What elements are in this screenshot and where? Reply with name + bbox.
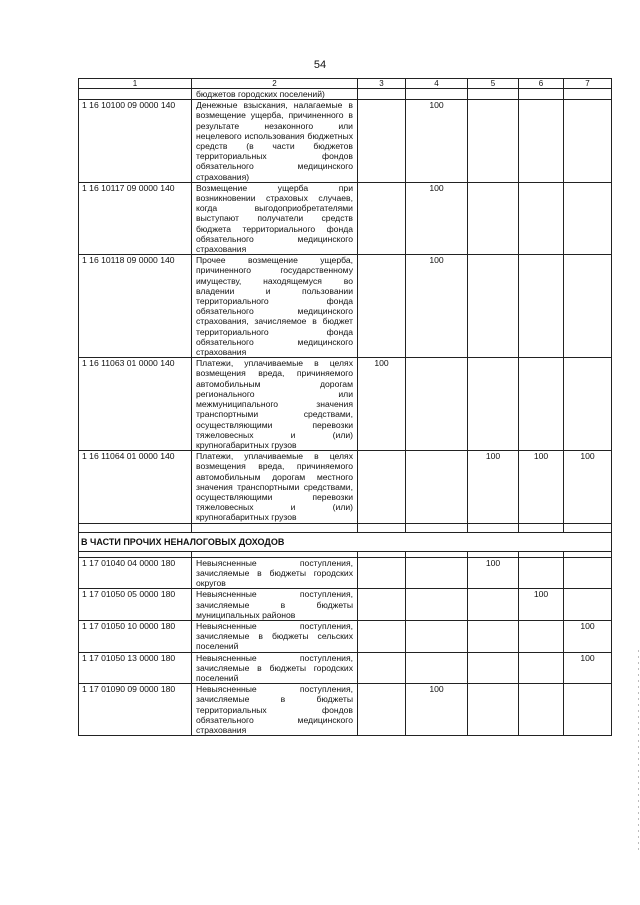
table-row bbox=[79, 684, 612, 736]
description-cell: Невыясненные поступления, зачисляемые в бюджеты сельских поселений bbox=[192, 620, 358, 652]
table-row bbox=[79, 557, 612, 589]
col7-cell bbox=[564, 89, 612, 100]
col7-cell: 100 bbox=[564, 652, 612, 684]
description-cell: Прочее возмещение ущерба, причиненного государственному имуществу, находящемуся во владении и пользовании территориального фонда обязательного медицинского страхования, зачисляемое в бюджет территориального фонда обязательного медицинского страхования bbox=[192, 255, 358, 358]
header-cell: 3 bbox=[358, 79, 406, 89]
code-cell: 1 17 01050 05 0000 180 bbox=[79, 589, 192, 621]
col3-cell bbox=[358, 652, 406, 684]
header-cell: 2 bbox=[192, 79, 358, 89]
col6-cell bbox=[519, 684, 564, 736]
blank-cell bbox=[406, 523, 468, 532]
col7-cell bbox=[564, 358, 612, 451]
col4-cell bbox=[406, 451, 468, 523]
col6-cell bbox=[519, 358, 564, 451]
table-row bbox=[79, 89, 612, 100]
table-row bbox=[79, 652, 612, 684]
header-cell: 4 bbox=[406, 79, 468, 89]
table-row bbox=[79, 255, 612, 358]
table-body bbox=[79, 79, 612, 736]
col4-cell bbox=[406, 652, 468, 684]
col3-cell bbox=[358, 589, 406, 621]
col4-cell: 100 bbox=[406, 100, 468, 183]
section-row bbox=[79, 532, 612, 551]
code-cell bbox=[79, 89, 192, 100]
code-cell: 1 17 01050 13 0000 180 bbox=[79, 652, 192, 684]
table-row bbox=[79, 589, 612, 621]
col4-cell bbox=[406, 557, 468, 589]
blank-cell bbox=[79, 523, 192, 532]
col7-cell: 100 bbox=[564, 451, 612, 523]
col7-cell: 100 bbox=[564, 620, 612, 652]
header-cell: 6 bbox=[519, 79, 564, 89]
table-row bbox=[79, 620, 612, 652]
col5-cell bbox=[468, 620, 519, 652]
table-row bbox=[79, 182, 612, 254]
table-row bbox=[79, 451, 612, 523]
code-cell: 1 16 10117 09 0000 140 bbox=[79, 182, 192, 254]
col3-cell bbox=[358, 100, 406, 183]
col4-cell bbox=[406, 358, 468, 451]
col6-cell bbox=[519, 89, 564, 100]
header-cell: 7 bbox=[564, 79, 612, 89]
description-cell: Невыясненные поступления, зачисляемые в бюджеты городских поселений bbox=[192, 652, 358, 684]
code-cell: 1 16 11063 01 0000 140 bbox=[79, 358, 192, 451]
blank-cell bbox=[358, 523, 406, 532]
col4-cell: 100 bbox=[406, 684, 468, 736]
code-cell: 1 16 10100 09 0000 140 bbox=[79, 100, 192, 183]
col3-cell bbox=[358, 684, 406, 736]
description-cell: Платежи, уплачиваемые в целях возмещения вреда, причиняемого автомобильным дорогам регионального или межмуниципального значения транспортными средствами, осуществляющими перевозки тяжеловесных и (или) крупногабаритных грузов bbox=[192, 358, 358, 451]
col6-cell: 100 bbox=[519, 589, 564, 621]
col7-cell bbox=[564, 589, 612, 621]
col7-cell bbox=[564, 684, 612, 736]
section-title: В ЧАСТИ ПРОЧИХ НЕНАЛОГОВЫХ ДОХОДОВ bbox=[79, 532, 612, 551]
blank-cell bbox=[468, 523, 519, 532]
col3-cell bbox=[358, 451, 406, 523]
col4-cell bbox=[406, 620, 468, 652]
col6-cell bbox=[519, 182, 564, 254]
col7-cell bbox=[564, 255, 612, 358]
col5-cell: 100 bbox=[468, 557, 519, 589]
col7-cell bbox=[564, 100, 612, 183]
col6-cell bbox=[519, 557, 564, 589]
col3-cell: 100 bbox=[358, 358, 406, 451]
col6-cell bbox=[519, 652, 564, 684]
col6-cell bbox=[519, 255, 564, 358]
col4-cell bbox=[406, 589, 468, 621]
blank-cell bbox=[192, 523, 358, 532]
col4-cell: 100 bbox=[406, 255, 468, 358]
col7-cell bbox=[564, 182, 612, 254]
table-row bbox=[79, 100, 612, 183]
col5-cell bbox=[468, 652, 519, 684]
col3-cell bbox=[358, 255, 406, 358]
col5-cell bbox=[468, 589, 519, 621]
blank-cell bbox=[519, 523, 564, 532]
col6-cell bbox=[519, 620, 564, 652]
code-cell: 1 16 10118 09 0000 140 bbox=[79, 255, 192, 358]
col4-cell bbox=[406, 89, 468, 100]
col6-cell: 100 bbox=[519, 451, 564, 523]
blank-row bbox=[79, 523, 612, 532]
col6-cell bbox=[519, 100, 564, 183]
col5-cell bbox=[468, 684, 519, 736]
description-cell: Невыясненные поступления, зачисляемые в бюджеты территориальных фондов обязательного медицинского страхования bbox=[192, 684, 358, 736]
table-row bbox=[79, 358, 612, 451]
description-cell: Денежные взыскания, налагаемые в возмещение ущерба, причиненного в результате незаконного или нецелевого использования бюджетных средств (в части бюджетов территориальных фондов обязательного медицинского страхования) bbox=[192, 100, 358, 183]
header-row bbox=[79, 79, 612, 89]
col3-cell bbox=[358, 557, 406, 589]
col4-cell: 100 bbox=[406, 182, 468, 254]
code-cell: 1 17 01090 09 0000 180 bbox=[79, 684, 192, 736]
col5-cell bbox=[468, 182, 519, 254]
col5-cell bbox=[468, 255, 519, 358]
description-cell: Возмещение ущерба при возникновении страховых случаев, когда выгодоприобретателями выступают получатели средств бюджета территориального фонда обязательного медицинского страхования bbox=[192, 182, 358, 254]
code-cell: 1 16 11064 01 0000 140 bbox=[79, 451, 192, 523]
header-cell: 1 bbox=[79, 79, 192, 89]
description-cell: Невыясненные поступления, зачисляемые в бюджеты муниципальных районов bbox=[192, 589, 358, 621]
col3-cell bbox=[358, 89, 406, 100]
code-cell: 1 17 01050 10 0000 180 bbox=[79, 620, 192, 652]
header-cell: 5 bbox=[468, 79, 519, 89]
col3-cell bbox=[358, 182, 406, 254]
scan-edge-mark bbox=[638, 650, 639, 850]
code-cell: 1 17 01040 04 0000 180 bbox=[79, 557, 192, 589]
description-cell: Платежи, уплачиваемые в целях возмещения вреда, причиняемого автомобильным дорогам местного значения транспортными средствами, осуществляющими перевозки тяжеловесных и (или) крупногабаритных грузов bbox=[192, 451, 358, 523]
col7-cell bbox=[564, 557, 612, 589]
description-cell: Невыясненные поступления, зачисляемые в бюджеты городских округов bbox=[192, 557, 358, 589]
col5-cell bbox=[468, 358, 519, 451]
col5-cell bbox=[468, 100, 519, 183]
revenue-distribution-table bbox=[78, 78, 612, 736]
blank-cell bbox=[564, 523, 612, 532]
col3-cell bbox=[358, 620, 406, 652]
col5-cell: 100 bbox=[468, 451, 519, 523]
col5-cell bbox=[468, 89, 519, 100]
description-cell: бюджетов городских поселений) bbox=[192, 89, 358, 100]
page-number: 54 bbox=[313, 59, 327, 71]
